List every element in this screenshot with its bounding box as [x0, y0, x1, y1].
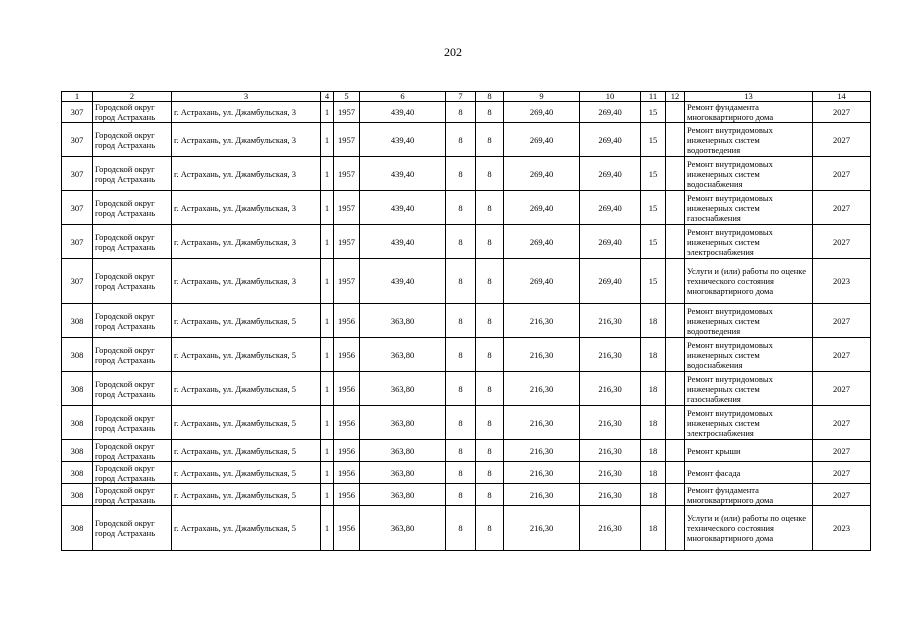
cell-municipality: Городской округ город Астрахань	[93, 506, 172, 551]
cell-col-12	[666, 372, 685, 406]
column-header-14: 14	[813, 92, 871, 102]
cell-col-7: 8	[446, 304, 476, 338]
table-row	[62, 225, 871, 259]
cell-col-10: 269,40	[580, 157, 641, 191]
cell-living-area: 216,30	[504, 462, 580, 484]
cell-planned-year: 2027	[813, 191, 871, 225]
table-row	[62, 484, 871, 506]
cell-residents: 15	[641, 123, 666, 157]
cell-build-year: 1956	[334, 406, 360, 440]
cell-municipality: Городской округ город Астрахань	[93, 123, 172, 157]
cell-col-8: 8	[476, 462, 504, 484]
cell-planned-year: 2027	[813, 102, 871, 123]
cell-row-number: 308	[62, 440, 93, 462]
cell-col-10: 216,30	[580, 406, 641, 440]
cell-living-area: 216,30	[504, 506, 580, 551]
cell-col-12	[666, 406, 685, 440]
table-row	[62, 102, 871, 123]
cell-living-area: 216,30	[504, 406, 580, 440]
cell-work-type: Услуги и (или) работы по оценке технического состояния многоквартирного дома	[685, 259, 813, 304]
cell-row-number: 308	[62, 304, 93, 338]
cell-build-year: 1957	[334, 191, 360, 225]
cell-row-number: 307	[62, 225, 93, 259]
table-header	[62, 92, 871, 102]
cell-residents: 15	[641, 225, 666, 259]
cell-address: г. Астрахань, ул. Джамбульская, 5	[172, 338, 321, 372]
column-header-13: 13	[685, 92, 813, 102]
cell-residents: 15	[641, 191, 666, 225]
cell-col-8: 8	[476, 440, 504, 462]
cell-municipality: Городской округ город Астрахань	[93, 304, 172, 338]
cell-row-number: 307	[62, 191, 93, 225]
cell-col-12	[666, 259, 685, 304]
cell-planned-year: 2027	[813, 440, 871, 462]
cell-residents: 15	[641, 102, 666, 123]
cell-col-8: 8	[476, 406, 504, 440]
cell-col-7: 8	[446, 506, 476, 551]
cell-work-type: Ремонт внутридомовых инженерных систем электроснабжения	[685, 225, 813, 259]
cell-col-10: 216,30	[580, 506, 641, 551]
column-header-7: 7	[446, 92, 476, 102]
column-header-3: 3	[172, 92, 321, 102]
cell-residents: 18	[641, 462, 666, 484]
cell-col-4: 1	[321, 157, 334, 191]
table-row	[62, 191, 871, 225]
cell-build-year: 1956	[334, 506, 360, 551]
cell-work-type: Ремонт крыши	[685, 440, 813, 462]
cell-col-10: 269,40	[580, 259, 641, 304]
header-row	[62, 92, 871, 102]
cell-col-12	[666, 506, 685, 551]
cell-living-area: 269,40	[504, 191, 580, 225]
cell-col-4: 1	[321, 304, 334, 338]
cell-living-area: 216,30	[504, 338, 580, 372]
cell-col-7: 8	[446, 440, 476, 462]
cell-row-number: 307	[62, 102, 93, 123]
cell-municipality: Городской округ город Астрахань	[93, 406, 172, 440]
cell-col-7: 8	[446, 259, 476, 304]
cell-col-4: 1	[321, 259, 334, 304]
cell-planned-year: 2027	[813, 406, 871, 440]
cell-col-12	[666, 462, 685, 484]
column-header-2: 2	[93, 92, 172, 102]
cell-municipality: Городской округ город Астрахань	[93, 102, 172, 123]
cell-living-area: 216,30	[504, 440, 580, 462]
cell-planned-year: 2027	[813, 462, 871, 484]
cell-row-number: 308	[62, 506, 93, 551]
cell-col-12	[666, 484, 685, 506]
cell-row-number: 308	[62, 462, 93, 484]
cell-col-12	[666, 123, 685, 157]
cell-living-area: 269,40	[504, 259, 580, 304]
cell-address: г. Астрахань, ул. Джамбульская, 5	[172, 506, 321, 551]
cell-col-4: 1	[321, 225, 334, 259]
cell-col-7: 8	[446, 225, 476, 259]
cell-col-12	[666, 191, 685, 225]
cell-total-area: 363,80	[360, 406, 446, 440]
cell-row-number: 308	[62, 484, 93, 506]
cell-total-area: 439,40	[360, 191, 446, 225]
cell-planned-year: 2027	[813, 338, 871, 372]
cell-col-8: 8	[476, 123, 504, 157]
cell-residents: 18	[641, 406, 666, 440]
cell-address: г. Астрахань, ул. Джамбульская, 3	[172, 102, 321, 123]
cell-col-4: 1	[321, 406, 334, 440]
cell-work-type: Услуги и (или) работы по оценке технического состояния многоквартирного дома	[685, 506, 813, 551]
cell-residents: 15	[641, 157, 666, 191]
cell-col-4: 1	[321, 191, 334, 225]
column-header-10: 10	[580, 92, 641, 102]
cell-address: г. Астрахань, ул. Джамбульская, 3	[172, 157, 321, 191]
cell-total-area: 363,80	[360, 484, 446, 506]
cell-col-10: 216,30	[580, 462, 641, 484]
cell-work-type: Ремонт внутридомовых инженерных систем водоснабжения	[685, 157, 813, 191]
column-header-8: 8	[476, 92, 504, 102]
column-header-5: 5	[334, 92, 360, 102]
cell-col-10: 216,30	[580, 304, 641, 338]
column-header-1: 1	[62, 92, 93, 102]
cell-municipality: Городской округ город Астрахань	[93, 484, 172, 506]
cell-col-10: 216,30	[580, 440, 641, 462]
cell-total-area: 363,80	[360, 338, 446, 372]
table-row	[62, 440, 871, 462]
register-table	[61, 91, 871, 551]
cell-work-type: Ремонт фундамента многоквартирного дома	[685, 102, 813, 123]
cell-living-area: 269,40	[504, 102, 580, 123]
cell-build-year: 1956	[334, 338, 360, 372]
cell-col-10: 269,40	[580, 123, 641, 157]
cell-living-area: 269,40	[504, 157, 580, 191]
cell-living-area: 216,30	[504, 304, 580, 338]
cell-living-area: 269,40	[504, 225, 580, 259]
cell-planned-year: 2027	[813, 484, 871, 506]
cell-col-12	[666, 338, 685, 372]
cell-residents: 18	[641, 372, 666, 406]
column-header-11: 11	[641, 92, 666, 102]
cell-address: г. Астрахань, ул. Джамбульская, 3	[172, 123, 321, 157]
cell-total-area: 363,80	[360, 304, 446, 338]
cell-build-year: 1956	[334, 304, 360, 338]
cell-col-12	[666, 102, 685, 123]
cell-col-7: 8	[446, 191, 476, 225]
cell-total-area: 363,80	[360, 506, 446, 551]
cell-living-area: 216,30	[504, 372, 580, 406]
cell-col-4: 1	[321, 440, 334, 462]
table-row	[62, 506, 871, 551]
cell-col-8: 8	[476, 102, 504, 123]
cell-col-4: 1	[321, 123, 334, 157]
table-row	[62, 406, 871, 440]
cell-col-10: 216,30	[580, 338, 641, 372]
cell-build-year: 1956	[334, 440, 360, 462]
cell-build-year: 1957	[334, 102, 360, 123]
cell-row-number: 307	[62, 157, 93, 191]
cell-col-8: 8	[476, 259, 504, 304]
cell-col-12	[666, 157, 685, 191]
cell-col-12	[666, 440, 685, 462]
cell-col-4: 1	[321, 484, 334, 506]
cell-work-type: Ремонт фундамента многоквартирного дома	[685, 484, 813, 506]
cell-col-10: 269,40	[580, 102, 641, 123]
cell-total-area: 439,40	[360, 123, 446, 157]
cell-work-type: Ремонт внутридомовых инженерных систем водоотведения	[685, 304, 813, 338]
cell-col-8: 8	[476, 372, 504, 406]
cell-total-area: 363,80	[360, 372, 446, 406]
cell-row-number: 308	[62, 338, 93, 372]
cell-col-8: 8	[476, 157, 504, 191]
cell-residents: 15	[641, 259, 666, 304]
cell-total-area: 439,40	[360, 259, 446, 304]
cell-col-7: 8	[446, 123, 476, 157]
cell-build-year: 1957	[334, 123, 360, 157]
cell-living-area: 216,30	[504, 484, 580, 506]
cell-col-7: 8	[446, 102, 476, 123]
cell-build-year: 1956	[334, 462, 360, 484]
cell-planned-year: 2023	[813, 259, 871, 304]
cell-planned-year: 2027	[813, 225, 871, 259]
cell-work-type: Ремонт внутридомовых инженерных систем водоснабжения	[685, 338, 813, 372]
cell-address: г. Астрахань, ул. Джамбульская, 5	[172, 372, 321, 406]
cell-col-7: 8	[446, 484, 476, 506]
cell-col-7: 8	[446, 157, 476, 191]
page-number: 202	[444, 45, 462, 59]
cell-planned-year: 2023	[813, 506, 871, 551]
cell-address: г. Астрахань, ул. Джамбульская, 5	[172, 484, 321, 506]
cell-planned-year: 2027	[813, 123, 871, 157]
cell-col-4: 1	[321, 462, 334, 484]
cell-planned-year: 2027	[813, 304, 871, 338]
cell-col-4: 1	[321, 102, 334, 123]
cell-col-10: 269,40	[580, 191, 641, 225]
cell-work-type: Ремонт внутридомовых инженерных систем электроснабжения	[685, 406, 813, 440]
cell-municipality: Городской округ город Астрахань	[93, 259, 172, 304]
cell-residents: 18	[641, 338, 666, 372]
cell-total-area: 439,40	[360, 102, 446, 123]
cell-planned-year: 2027	[813, 372, 871, 406]
cell-work-type: Ремонт внутридомовых инженерных систем газоснабжения	[685, 372, 813, 406]
cell-total-area: 363,80	[360, 440, 446, 462]
cell-municipality: Городской округ город Астрахань	[93, 157, 172, 191]
table-body	[62, 102, 871, 551]
cell-build-year: 1957	[334, 259, 360, 304]
cell-build-year: 1957	[334, 225, 360, 259]
table-row	[62, 259, 871, 304]
cell-total-area: 439,40	[360, 157, 446, 191]
cell-address: г. Астрахань, ул. Джамбульская, 3	[172, 225, 321, 259]
cell-col-10: 216,30	[580, 372, 641, 406]
table-row	[62, 304, 871, 338]
cell-municipality: Городской округ город Астрахань	[93, 225, 172, 259]
table-row	[62, 157, 871, 191]
table-row	[62, 462, 871, 484]
cell-row-number: 307	[62, 123, 93, 157]
cell-col-12	[666, 304, 685, 338]
cell-col-8: 8	[476, 225, 504, 259]
cell-residents: 18	[641, 484, 666, 506]
cell-municipality: Городской округ город Астрахань	[93, 338, 172, 372]
cell-col-7: 8	[446, 406, 476, 440]
cell-col-12	[666, 225, 685, 259]
cell-living-area: 269,40	[504, 123, 580, 157]
cell-col-8: 8	[476, 484, 504, 506]
column-header-6: 6	[360, 92, 446, 102]
cell-address: г. Астрахань, ул. Джамбульская, 3	[172, 191, 321, 225]
table-row	[62, 123, 871, 157]
cell-row-number: 308	[62, 406, 93, 440]
cell-address: г. Астрахань, ул. Джамбульская, 5	[172, 406, 321, 440]
column-header-9: 9	[504, 92, 580, 102]
cell-row-number: 308	[62, 372, 93, 406]
cell-col-7: 8	[446, 338, 476, 372]
cell-col-4: 1	[321, 506, 334, 551]
cell-col-10: 269,40	[580, 225, 641, 259]
cell-col-10: 216,30	[580, 484, 641, 506]
cell-col-8: 8	[476, 304, 504, 338]
cell-col-8: 8	[476, 338, 504, 372]
cell-residents: 18	[641, 304, 666, 338]
cell-municipality: Городской округ город Астрахань	[93, 191, 172, 225]
cell-residents: 18	[641, 506, 666, 551]
cell-planned-year: 2027	[813, 157, 871, 191]
cell-address: г. Астрахань, ул. Джамбульская, 3	[172, 259, 321, 304]
cell-work-type: Ремонт внутридомовых инженерных систем газоснабжения	[685, 191, 813, 225]
cell-address: г. Астрахань, ул. Джамбульская, 5	[172, 304, 321, 338]
cell-total-area: 363,80	[360, 462, 446, 484]
table-row	[62, 372, 871, 406]
column-header-12: 12	[666, 92, 685, 102]
cell-municipality: Городской округ город Астрахань	[93, 372, 172, 406]
cell-col-7: 8	[446, 462, 476, 484]
cell-build-year: 1957	[334, 157, 360, 191]
cell-col-4: 1	[321, 338, 334, 372]
cell-work-type: Ремонт фасада	[685, 462, 813, 484]
cell-build-year: 1956	[334, 372, 360, 406]
cell-address: г. Астрахань, ул. Джамбульская, 5	[172, 462, 321, 484]
cell-total-area: 439,40	[360, 225, 446, 259]
cell-build-year: 1956	[334, 484, 360, 506]
cell-col-7: 8	[446, 372, 476, 406]
column-header-4: 4	[321, 92, 334, 102]
cell-residents: 18	[641, 440, 666, 462]
cell-col-8: 8	[476, 506, 504, 551]
cell-address: г. Астрахань, ул. Джамбульская, 5	[172, 440, 321, 462]
cell-row-number: 307	[62, 259, 93, 304]
cell-municipality: Городской округ город Астрахань	[93, 462, 172, 484]
cell-col-4: 1	[321, 372, 334, 406]
cell-work-type: Ремонт внутридомовых инженерных систем водоотведения	[685, 123, 813, 157]
cell-col-8: 8	[476, 191, 504, 225]
table-row	[62, 338, 871, 372]
cell-municipality: Городской округ город Астрахань	[93, 440, 172, 462]
